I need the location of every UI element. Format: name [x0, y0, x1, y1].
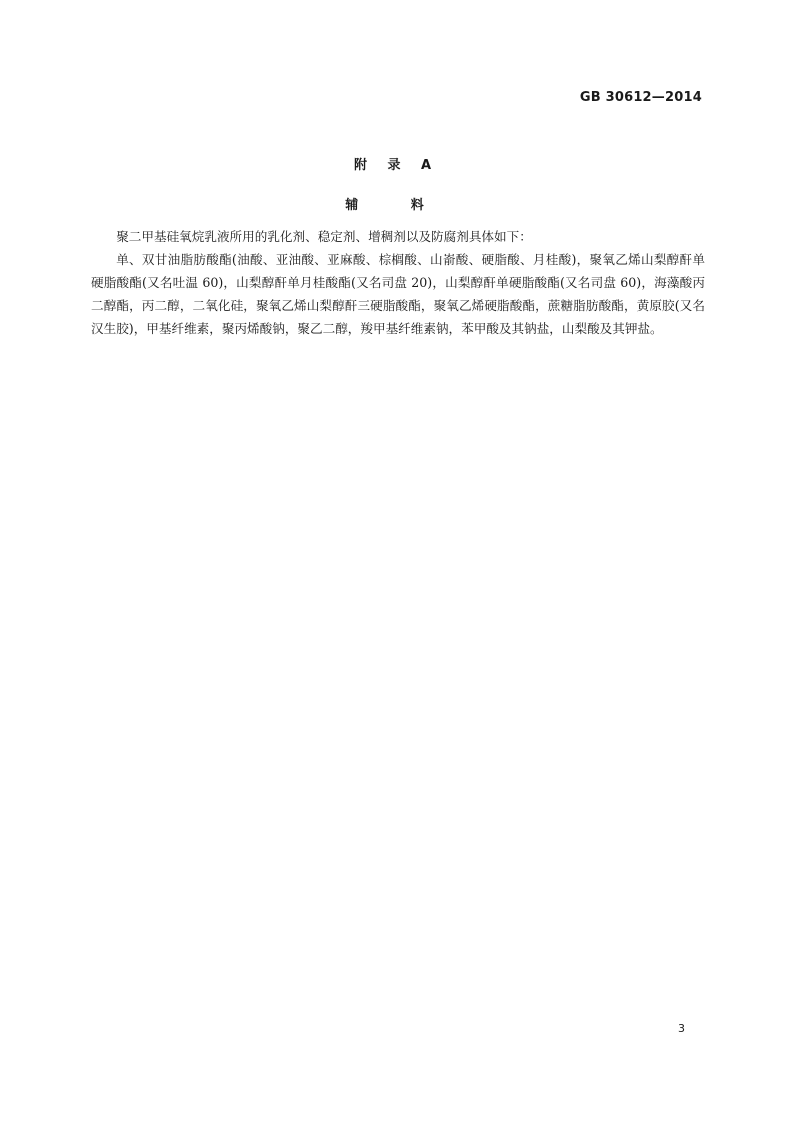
- annex-title: 附 录 A: [353, 158, 440, 173]
- page-number: 3: [678, 1022, 685, 1035]
- ingredient-list-paragraph: 单、双甘油脂肪酸酯(油酸、亚油酸、亚麻酸、棕榈酸、山嵛酸、硬脂酸、月桂酸)，聚氧乙烯山梨醇酐单硬脂酸酯(又名吐温 60)，山梨醇酐单月桂酸酯(又名司盘 20)，山梨醇酐单硬脂酸酯(又名司盘 60)，海藻酸丙二醇酯，丙二醇，二氧化硅，聚氧乙烯山梨醇酐三硬脂酸酯，聚氧乙烯硬脂酸酯，蔗糖脂肪酸酯，黄原胶(又名汉生胶)，甲基纤维素，聚丙烯酸钠，聚乙二醇，羧甲基纤维素钠，苯甲酸及其钠盐，山梨酸及其钾盐。: [91, 252, 705, 336]
- intro-paragraph: 聚二甲基硅氧烷乳液所用的乳化剂、稳定剂、增稠剂以及防腐剂具体如下：: [116, 229, 532, 244]
- standard-number: GB 30612—2014: [579, 90, 702, 105]
- document-body: [91, 225, 705, 340]
- section-title: 辅 料: [345, 198, 448, 213]
